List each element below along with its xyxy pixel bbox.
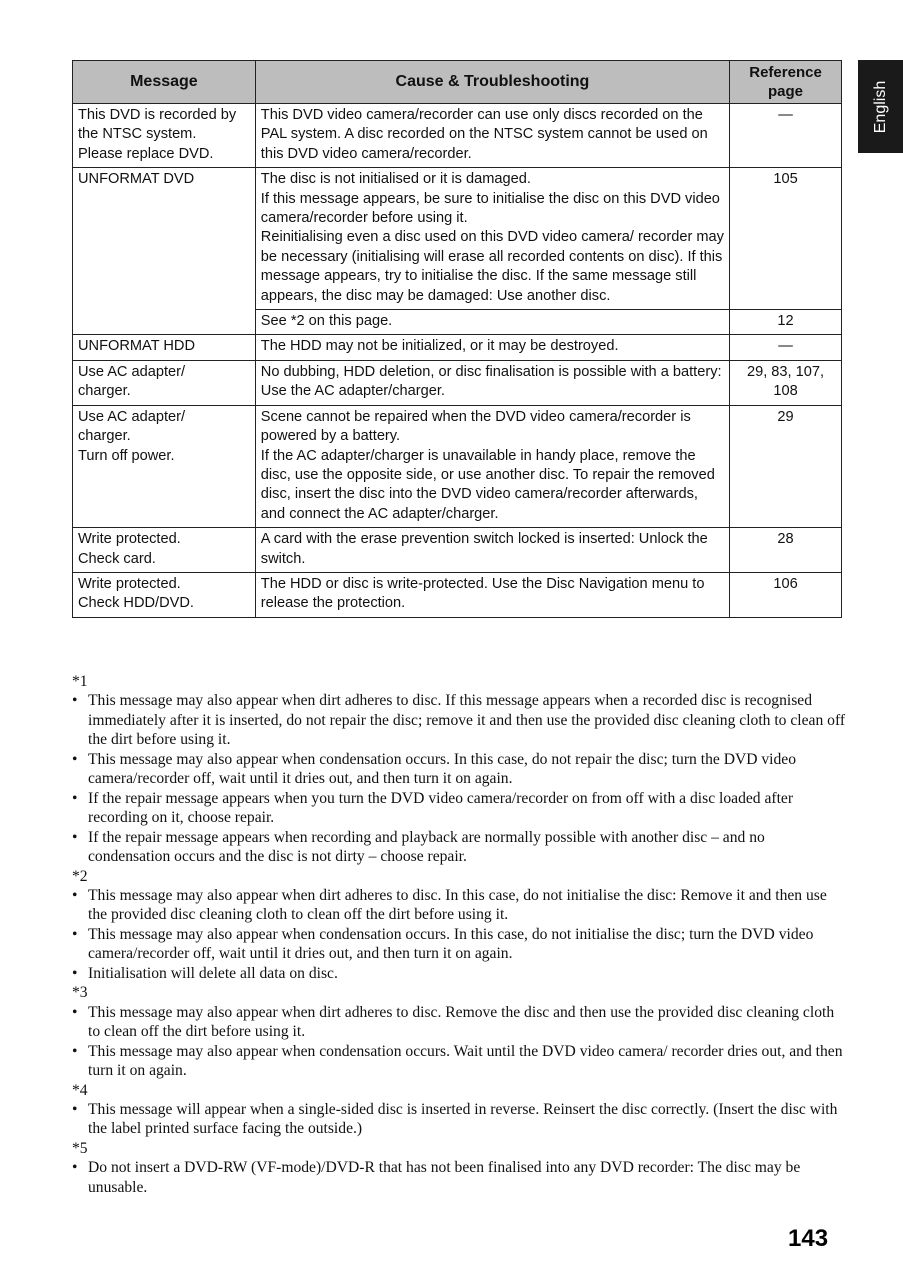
message-cell: This DVD is recorded by the NTSC system. Please replace DVD. <box>73 104 256 168</box>
footnote-label: *4 <box>72 1081 88 1099</box>
list-item: • This message may also appear when dirt adheres to disc. If this message appears when a recorded disc is recognised immediately after it is inserted, do not repair the disc; remove it and then use the provided disc cleaning cloth to clean off the dirt before using it. <box>72 692 846 749</box>
page-number: 143 <box>788 1225 829 1252</box>
message-cell: Write protected. Check card. <box>73 528 256 573</box>
footnote-5 <box>72 1139 847 1197</box>
cause-cell: The HDD may not be initialized, or it may be destroyed. <box>255 335 729 360</box>
table-header-row <box>73 61 842 104</box>
table-row <box>73 360 842 405</box>
cause-cell: Scene cannot be repaired when the DVD video camera/recorder is powered by a battery. If the AC adapter/charger is unavailable in handy place, remove the disc, use the opposite side, or use another disc. To repair the removed disc, insert the disc into the DVD video camera/recorder afterwards, and connect the AC adapter/charger. <box>255 405 729 527</box>
bullet-icon: • <box>72 1100 78 1118</box>
message-cell: UNFORMAT DVD <box>73 168 256 335</box>
list-item: • If the repair message appears when recording and playback are normally possible with another disc – and no condensation occurs and the disc is not dirty – choose repair. <box>72 828 765 866</box>
list-item: • If the repair message appears when you turn the DVD video camera/recorder on from off with a disc loaded after recording on it, choose repair. <box>72 789 794 827</box>
table-row <box>73 104 842 168</box>
reference-cell: — <box>730 104 842 168</box>
bullet-icon: • <box>72 1042 78 1060</box>
cause-cell: A card with the erase prevention switch locked is inserted: Unlock the switch. <box>255 528 729 573</box>
bullet-icon: • <box>72 692 78 710</box>
reference-cell: 29, 83, 107, 108 <box>730 360 842 405</box>
footnote-label: *1 <box>72 673 88 690</box>
header-message: Message <box>73 61 256 104</box>
reference-cell: 28 <box>730 528 842 573</box>
footnote-2 <box>72 867 847 984</box>
list-item: • This message may also appear when condensation occurs. Wait until the DVD video camera/ recorder dries out, and then turn it on again. <box>72 1042 843 1080</box>
table-row <box>73 528 842 573</box>
footnote-label: *2 <box>72 867 88 885</box>
list-item: • Do not insert a DVD-RW (VF-mode)/DVD-R that has not been finalised into any DVD recorder: The disc may be unusable. <box>72 1159 801 1196</box>
language-tab-label: English <box>871 80 889 133</box>
list-item: • This message may also appear when dirt adheres to disc. Remove the disc and then use the provided disc cleaning cloth to clean off the dirt before using it. <box>72 1003 835 1041</box>
cause-cell: This DVD video camera/recorder can use only discs recorded on the PAL system. A disc recorded on the NTSC system cannot be used on this DVD video camera/recorder. <box>255 104 729 168</box>
cause-cell: The disc is not initialised or it is damaged. If this message appears, be sure to initialise the disc on this DVD video camera/recorder before using it. Reinitialising even a disc used on this DVD video camera/ recorder may be necessary (initialising will erase all recorded contents on disc). If this message appears, try to initialise the disc. If the same message still appears, the disc may be damaged: Use another disc. <box>255 168 729 310</box>
list-item: • This message may also appear when condensation occurs. In this case, do not initialise the disc; turn the DVD video camera/recorder off, wait until it dries out, and then turn it on again. <box>72 925 814 963</box>
footnote-4 <box>72 1081 847 1139</box>
bullet-icon: • <box>72 789 78 807</box>
table-row <box>73 405 842 527</box>
reference-cell: 12 <box>730 310 842 335</box>
message-cell: UNFORMAT HDD <box>73 335 256 360</box>
reference-cell: — <box>730 335 842 360</box>
cause-cell: The HDD or disc is write-protected. Use the Disc Navigation menu to release the protection. <box>255 572 729 617</box>
cause-cell: See *2 on this page. <box>255 310 729 335</box>
message-cell: Use AC adapter/ charger. Turn off power. <box>73 405 256 527</box>
list-item: • This message may also appear when dirt adheres to disc. In this case, do not initialise the disc: Remove it and then use the provided disc cleaning cloth to clean off the dirt before using it. <box>72 886 827 924</box>
table-row <box>73 572 842 617</box>
table-row <box>73 335 842 360</box>
message-cell: Use AC adapter/ charger. <box>73 360 256 405</box>
reference-cell: 105 <box>730 168 842 310</box>
list-item: • This message may also appear when condensation occurs. In this case, do not repair the disc; turn the DVD video camera/recorder off, wait until it dries out, and then turn it on again. <box>72 750 797 788</box>
message-cell: Write protected. Check HDD/DVD. <box>73 572 256 617</box>
bullet-icon: • <box>72 1159 78 1177</box>
header-reference: Reference page <box>730 61 842 104</box>
list-item: • Initialisation will delete all data on disc. <box>72 964 338 982</box>
bullet-icon: • <box>72 1003 78 1021</box>
footnote-label: *5 <box>72 1139 88 1157</box>
bullet-icon: • <box>72 964 78 982</box>
footnote-1 <box>72 672 847 867</box>
table-row <box>73 168 842 310</box>
message-table <box>72 60 842 618</box>
list-item: • This message will appear when a single-sided disc is inserted in reverse. Reinsert the disc correctly. (Insert the disc with the label printed surface facing the outside.) <box>72 1100 838 1138</box>
footnotes <box>72 672 847 1197</box>
cause-cell: No dubbing, HDD deletion, or disc finalisation is possible with a battery: Use the AC adapter/charger. <box>255 360 729 405</box>
language-tab <box>858 60 903 153</box>
footnote-3 <box>72 983 847 1080</box>
footnote-label: *3 <box>72 984 88 1002</box>
bullet-icon: • <box>72 925 78 943</box>
reference-cell: 106 <box>730 572 842 617</box>
header-cause: Cause & Troubleshooting <box>255 61 729 104</box>
bullet-icon: • <box>72 828 78 846</box>
bullet-icon: • <box>72 750 78 768</box>
reference-cell: 29 <box>730 405 842 527</box>
bullet-icon: • <box>72 886 78 904</box>
